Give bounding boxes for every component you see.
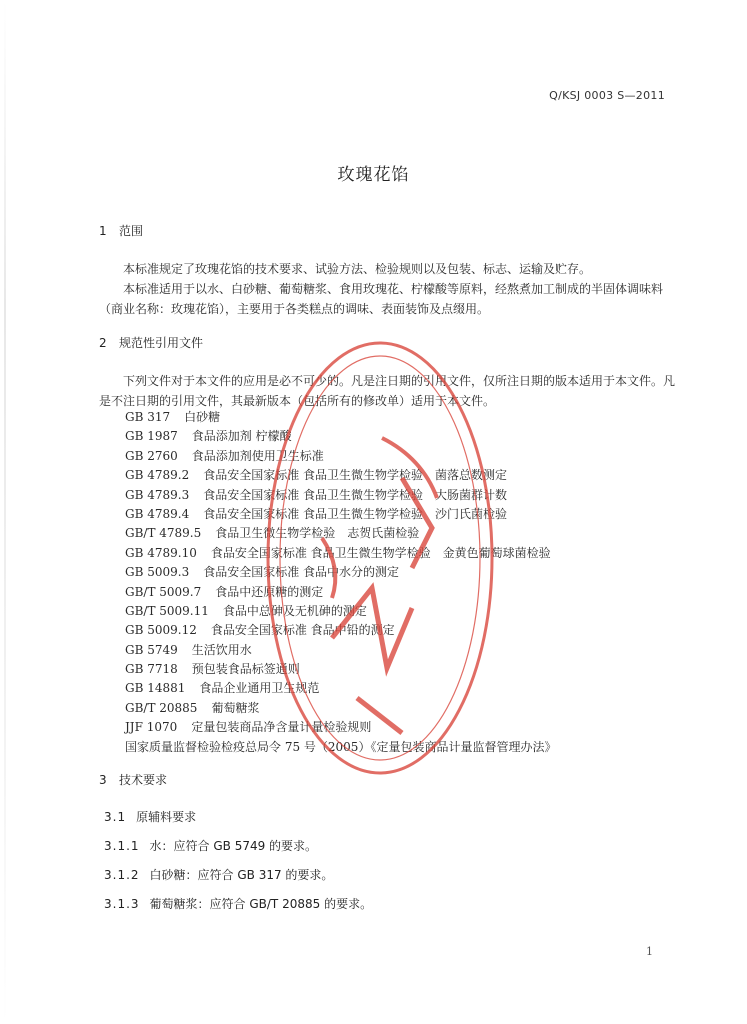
reference-name: 食品企业通用卫生规范 [199,681,320,696]
reference-code: GB 317 [125,410,171,424]
section-title: 范围 [119,224,144,238]
references-intro: 下列文件对于本文件的应用是必不可少的。凡是注日期的引用文件，仅所注日期的版本适用于本文件。凡是不注日期的引用文件，其最新版本（包括所有的修改单）适用于本文件。 [99,374,676,408]
scan-edge [4,0,6,1024]
reference-code: GB 5009.12 [125,623,197,638]
reference-item [125,660,556,679]
reference-code: GB/T 20885 [125,700,198,715]
reference-name: 食品卫生微生物学检验 志贺氏菌检验 [215,526,420,541]
reference-name: 食品中总砷及无机砷的测定 [222,603,367,618]
subsection-text: 白砂糖：应符合 GB 317 的要求。 [149,868,334,882]
scope-paragraph-2: 本标准适用于以水、白砂糖、葡萄糖浆、食用玫瑰花、柠檬酸等原料，经熬煮加工制成的半固体调味料（商业名称：玫瑰花馅），主要用于各类糕点的调味、表面装饰及点缀用。 [99,282,664,316]
reference-item [125,583,556,602]
reference-name: 食品添加剂 柠檬酸 [191,429,292,444]
reference-name: 食品安全国家标准 食品卫生微生物学检验 大肠菌群计数 [203,487,508,502]
reference-code: GB 5009.3 [125,565,190,580]
reference-item [125,408,556,427]
section-3-heading [99,771,167,788]
section-number: 3 [99,773,107,787]
reference-name: 食品安全国家标准 食品卫生微生物学检验 沙门氏菌检验 [203,506,508,521]
subsection-text: 葡萄糖浆：应符合 GB/T 20885 的要求。 [149,897,373,911]
reference-code: GB 14881 [125,681,186,696]
reference-item [125,718,556,737]
reference-name: 预包装食品标签通则 [191,662,300,677]
section-2-heading [99,334,203,351]
reference-item [125,486,556,505]
subsection-3-1-2 [104,866,333,883]
section-1-heading [99,222,143,239]
reference-name: 白砂糖 [184,410,221,424]
reference-name: 食品安全国家标准 食品中水分的测定 [203,565,400,580]
reference-name: 生活饮用水 [191,642,252,657]
reference-code: GB/T 4789.5 [125,526,202,541]
document-code: Q/KSJ 0003 S—2011 [549,89,665,102]
reference-code: GB 4789.2 [125,468,190,483]
scope-paragraph-1: 本标准规定了玫瑰花馅的技术要求、试验方法、检验规则以及包装、标志、运输及贮存。 [123,262,592,276]
reference-item [125,505,556,524]
reference-code: GB/T 5009.7 [125,584,202,599]
document-title: 玫瑰花馅 [337,165,410,185]
reference-code: GB 1987 [125,429,178,444]
reference-item [125,602,556,621]
reference-code: GB 2760 [125,448,178,463]
subsection-3-1-1 [104,837,317,854]
reference-item [125,563,556,582]
reference-name: 葡萄糖浆 [211,700,260,715]
subsection-text: 水：应符合 GB 5749 的要求。 [149,839,318,853]
reference-name: 食品添加剂使用卫生标准 [191,448,324,463]
subsection-number: 3.1 [104,810,127,824]
reference-name: 食品安全国家标准 食品卫生微生物学检验 金黄色葡萄球菌检验 [210,545,551,560]
reference-code: GB 5749 [125,642,178,657]
reference-item [125,738,556,757]
reference-item [125,699,556,718]
reference-code: GB 4789.4 [125,506,190,521]
section-title: 规范性引用文件 [119,336,204,350]
reference-code: GB 4789.3 [125,487,190,502]
subsection-number: 3.1.2 [104,868,140,882]
reference-code: GB 4789.10 [125,545,197,560]
reference-name: 定量包装商品净含量计量检验规则 [191,720,372,735]
reference-name: 食品安全国家标准 食品卫生微生物学检验 菌落总数测定 [203,468,508,483]
reference-item [125,544,556,563]
reference-item [125,466,556,485]
reference-code: JJF 1070 [125,720,178,735]
subsection-number: 3.1.3 [104,897,140,911]
subsection-3-1-3 [104,895,372,912]
reference-item [125,524,556,543]
section-number: 1 [99,224,107,238]
section-title: 技术要求 [119,773,168,787]
subsection-text: 原辅料要求 [136,810,197,824]
section-number: 2 [99,336,107,350]
reference-code: GB 7718 [125,662,178,677]
subsection-3-1 [104,808,196,825]
reference-item [125,679,556,698]
reference-item [125,427,556,446]
subsection-number: 3.1.1 [104,839,140,853]
reference-item [125,621,556,640]
reference-item [125,447,556,466]
reference-name: 食品安全国家标准 食品中铅的测定 [210,623,395,638]
reference-code: GB/T 5009.11 [125,603,209,618]
reference-name: 国家质量监督检验检疫总局令 75 号（2005）《定量包装商品计量监督管理办法》 [125,739,557,754]
reference-list [125,408,556,757]
page-number: 1 [646,945,653,958]
reference-name: 食品中还原糖的测定 [215,584,324,599]
reference-item [125,641,556,660]
